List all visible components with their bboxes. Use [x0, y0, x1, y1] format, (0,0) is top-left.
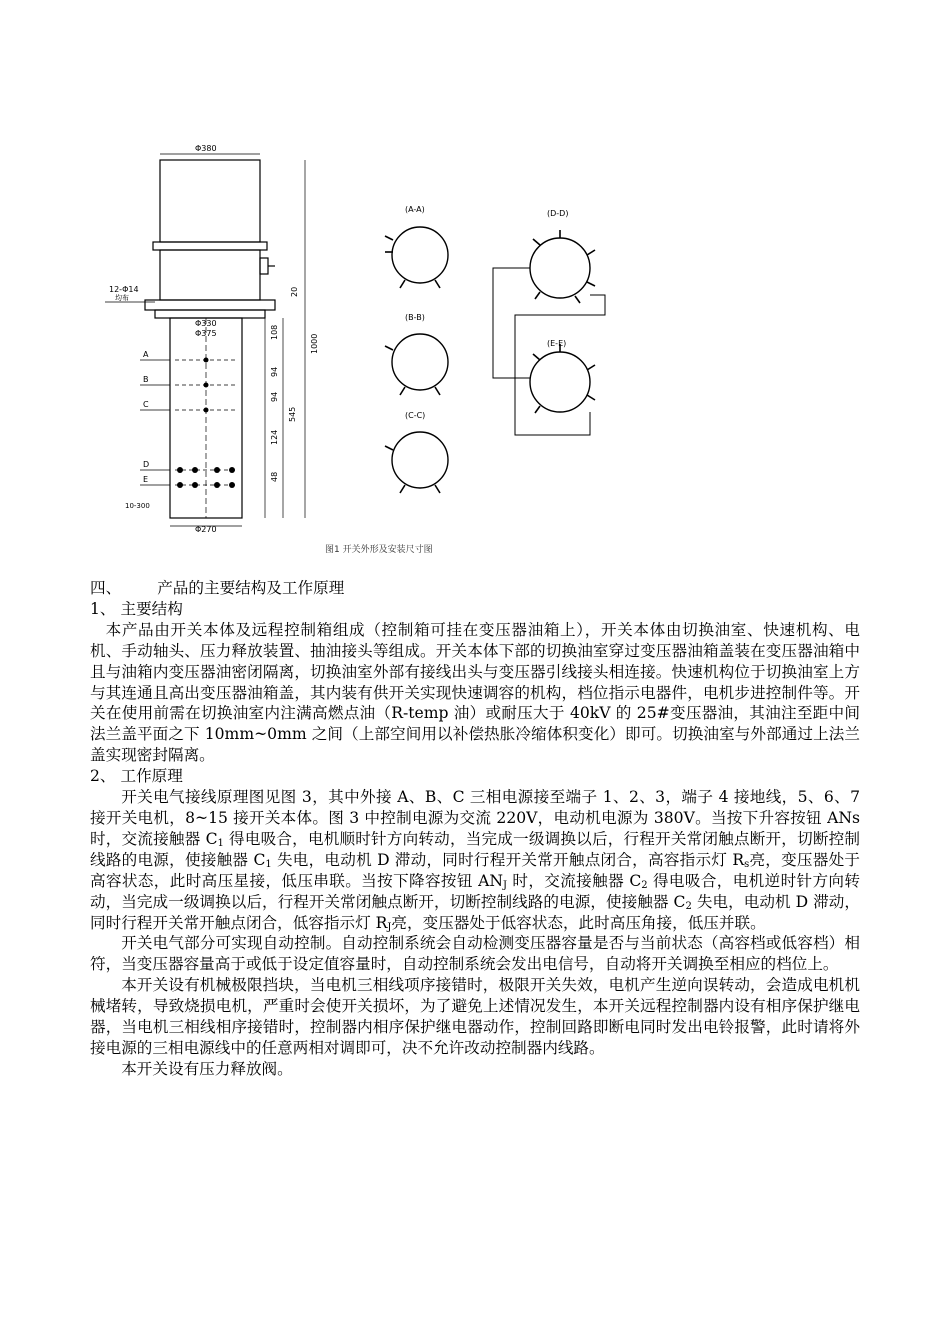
body-text	[90, 578, 860, 1080]
view-bb-label: (B-B)	[405, 313, 425, 322]
dim-side-note: 10-300	[125, 502, 150, 510]
marker-a: A	[143, 350, 149, 359]
view-cc-label: (C-C)	[405, 411, 426, 420]
principle-paragraph-1: 开关电气接线原理图见图 3，其中外接 A、B、C 三相电源接至端子 1、2、3，端子 4 接地线，5、6、7 接开关电机，8~15 接开关本体。图 3 中控制电源为交流 220V，电动机电源为 380V。当按下升容按钮 ANs 时，交流接触器 $C_1$ 得电吸合，电机顺时针方向转动，当完成一级调换以后，行程开关常闭触点断开，切断控制线路的电源，使接触器 $C_1$ 失电，电动机 D 滞动，同时行程开关常开触点闭合，高容指示灯 $R_s$亮，变压器处于高容状态，此时高压星接，低压串联。当按下降容按钮 $AN_J$ 时，交流接触器 $C_2$ 得电吸合，电机逆时针方向转动，当完成一级调换以后，行程开关常闭触点断开，切断控制线路的电源，使接触器 $C_2$ 失电，电动机 D 滞动，同时行程开关常开触点闭合，低容指示灯 $R_J$亮，变压器处于低容状态，此时高压角接，低压并联。	[90, 788, 861, 933]
dim-20: 20	[290, 286, 299, 297]
dim-d330: Φ330	[195, 319, 217, 328]
principle-paragraph-2: 开关电气部分可实现自动控制。自动控制系统会自动检测变压器容量是否与当前状态（高容档或低容档）相符，当变压器容量高于或低于设定值容量时，自动控制系统会发出电信号，自动将开关调换至相应的档位上。	[90, 934, 860, 974]
dim-48: 48	[270, 471, 279, 482]
section-title: 产品的主要结构及工作原理	[157, 579, 345, 597]
head-lower	[160, 250, 260, 300]
flange	[145, 300, 275, 310]
section-heading	[90, 578, 860, 599]
dim-94b: 94	[270, 391, 279, 402]
dim-bolt-note: 均布	[115, 294, 129, 302]
structure-paragraph: 本产品由开关本体及远程控制箱组成（控制箱可挂在变压器油箱上），开关本体由切换油室、快速机构、电机、手动轴头、压力释放装置、抽油接头等组成。开关本体下部的切换油室穿过变压器油箱盖装在变压器油箱中且与油箱内变压器油密闭隔离，切换油室外部有接线出头与变压器引线接头相连接。快速机构位于切换油室上方与其连通且高出变压器油箱盖，其内装有供开关实现快速调容的机构，档位指示电器件，电机步进控制件等。开关在使用前需在切换油室内注满高燃点油（R-temp 油）或耐压大于 40kV 的 25#变压器油，其油注至距中间法兰盖平面之下 10mm~0mm 之间（上部空间用以补偿热胀冷缩体积变化）即可。切换油室与外部通过上法兰盖实现密封隔离。	[90, 620, 860, 765]
principle-paragraph-3: 本开关设有机械极限挡块，当电机三相线项序接错时，极限开关失效，电机产生逆向误转动，会造成电机机械堵转，导致烧损电机，严重时会使开关损坏，为了避免上述情况发生，本开关远程控制器内设有相序保护继电器，当电机三相线相序接错时，控制器内相序保护继电器动作，控制回路即断电同时发出电铃报警，此时请将外接电源的三相电源线中的任意两相对调即可，决不允许改动控制器内线路。	[90, 976, 860, 1057]
dim-124: 124	[270, 429, 279, 445]
head-upper	[160, 160, 260, 242]
dim-108: 108	[270, 324, 279, 340]
view-ee-label: (E-E)	[547, 339, 567, 348]
dim-1000: 1000	[310, 333, 319, 354]
dim-94a: 94	[270, 366, 279, 377]
subsection-2-heading: 2、 工作原理	[90, 767, 183, 786]
section-number: 四、	[90, 579, 122, 597]
marker-d: D	[143, 460, 150, 469]
figure-caption: 图1 开关外形及安装尺寸图	[325, 545, 433, 555]
dim-d270: Φ270	[195, 525, 217, 534]
subsection-1-heading: 1、 主要结构	[90, 599, 183, 618]
marker-c: C	[143, 400, 149, 409]
head-band	[153, 242, 267, 250]
section-cc	[392, 432, 448, 488]
view-aa-label: (A-A)	[405, 205, 425, 214]
principle-paragraph-4: 本开关设有压力释放阀。	[121, 1059, 293, 1078]
section-aa	[392, 227, 448, 283]
dim-545: 545	[288, 406, 297, 422]
dim-d375: Φ375	[195, 329, 217, 338]
marker-e: E	[143, 475, 149, 484]
view-dd-label: (D-D)	[547, 209, 569, 218]
dim-bolt: 12-Φ14	[109, 285, 139, 294]
dimension-drawing	[95, 140, 715, 560]
dim-d380: Φ380	[195, 144, 217, 153]
marker-b: B	[143, 375, 149, 384]
section-ee	[530, 352, 590, 412]
drawing-svg	[95, 140, 715, 560]
section-bb	[392, 334, 448, 390]
section-dd	[530, 238, 590, 298]
side-box	[260, 258, 268, 274]
